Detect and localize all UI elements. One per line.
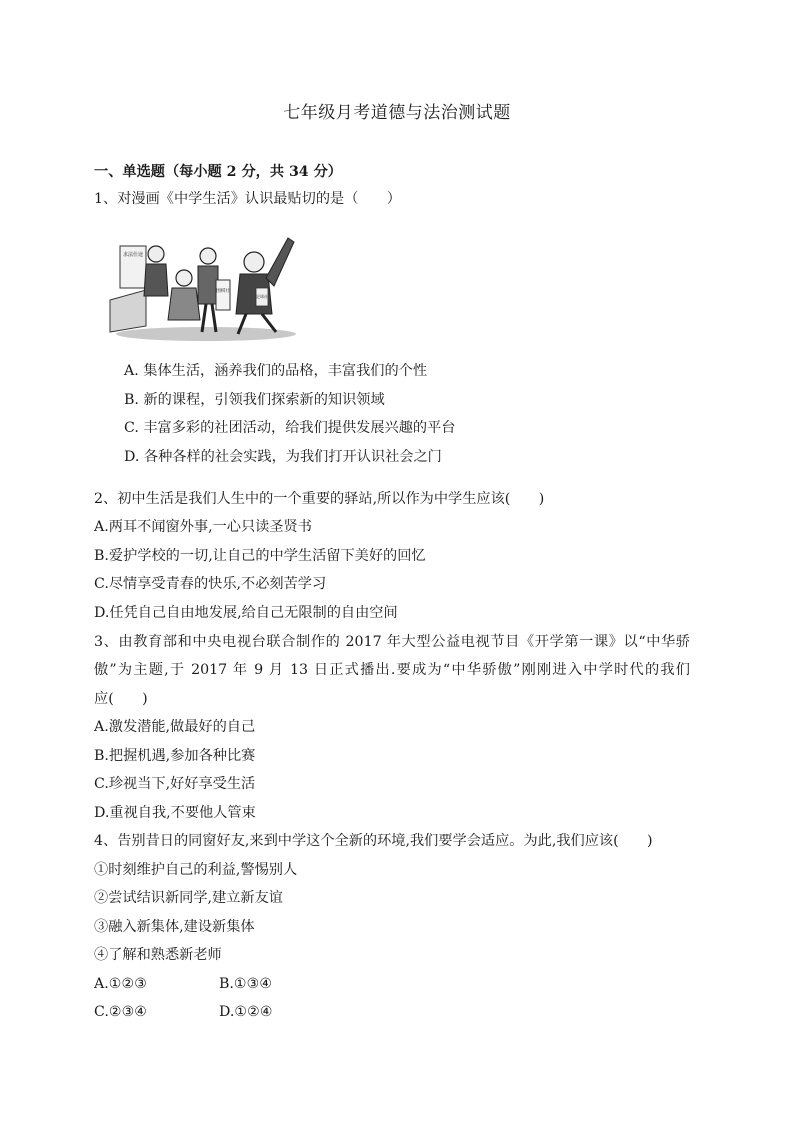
question-4-item-4: ④了解和熟悉新老师 <box>94 947 222 963</box>
question-3-option-b: B.把握机遇,参加各种比赛 <box>94 748 256 764</box>
question-4-item-3: ③融入新集体,建设新集体 <box>94 919 255 935</box>
question-2-option-b: B.爱护学校的一切,让自己的中学生活留下美好的回忆 <box>94 548 426 564</box>
question-1-option-c: C. 丰富多彩的社团活动，给我们提供发展兴趣的平台 <box>124 420 456 436</box>
question-2-option-c: C.尽情享受青春的快乐,不必刻苦学习 <box>94 576 327 592</box>
question-4-item-2: ②尝试结识新同学,建立新友谊 <box>94 890 283 906</box>
question-1-option-b: B. 新的课程，引领我们探索新的知识领域 <box>124 392 385 408</box>
question-4-option-c: C.②③④ <box>94 1004 148 1020</box>
question-2-stem: 2、初中生活是我们人生中的一个重要的驿站,所以作为中学生应该( ) <box>94 491 545 507</box>
question-4-item-1: ①时刻维护自己的利益,警惕别人 <box>94 862 298 878</box>
question-3-stem-line-2: 傲”为主题,于 2017 年 9 月 13 日正式播出.要成为“中华骄傲”刚刚进入中学时代的我们 <box>94 662 690 678</box>
question-3-stem-line-1: 3、由教育部和中央电视台联合制作的 2017 年大型公益电视节目《开学第一课》以“中华骄 <box>94 634 690 650</box>
question-2-option-d: D.任凭自己自由地发展,给自己无限制的自由空间 <box>94 605 398 621</box>
question-4-option-b: B.①③④ <box>219 976 273 992</box>
question-4-stem: 4、告别昔日的同窗好友,来到中学这个全新的环境,我们要学会适应。为此,我们应该( ) <box>94 833 653 849</box>
question-3-option-a: A.激发潜能,做最好的自己 <box>94 719 256 735</box>
question-4-option-d: D.①②④ <box>219 1004 273 1020</box>
question-3-stem-line-3: 应( ) <box>94 691 148 707</box>
question-2-option-a: A.两耳不闻窗外事,一心只读圣贤书 <box>94 519 312 535</box>
question-4-option-a: A.①②③ <box>94 976 147 992</box>
cartoon-label-1: 求法仕途 <box>122 252 144 258</box>
question-1-option-a: A. 集体生活，涵养我们的品格，丰富我们的个性 <box>124 363 428 379</box>
question-1-option-d: D. 各种各样的社会实践，为我们打开认识社会之门 <box>124 449 442 465</box>
cartoon-label-2: 围棋社 <box>216 289 230 294</box>
cartoon-image <box>106 234 296 342</box>
question-1-stem: 1、对漫画《中学生活》认识最贴切的是（ ） <box>94 191 401 207</box>
question-3-option-c: C.珍视当下,好好享受生活 <box>94 776 256 792</box>
page-title: 七年级月考道德与法治测试题 <box>283 103 511 123</box>
cartoon-label-3: 足球社 <box>256 294 268 299</box>
question-3-option-d: D.重视自我,不要他人管束 <box>94 805 256 821</box>
section-heading: 一、单选题（每小题 2 分，共 34 分） <box>94 164 342 180</box>
